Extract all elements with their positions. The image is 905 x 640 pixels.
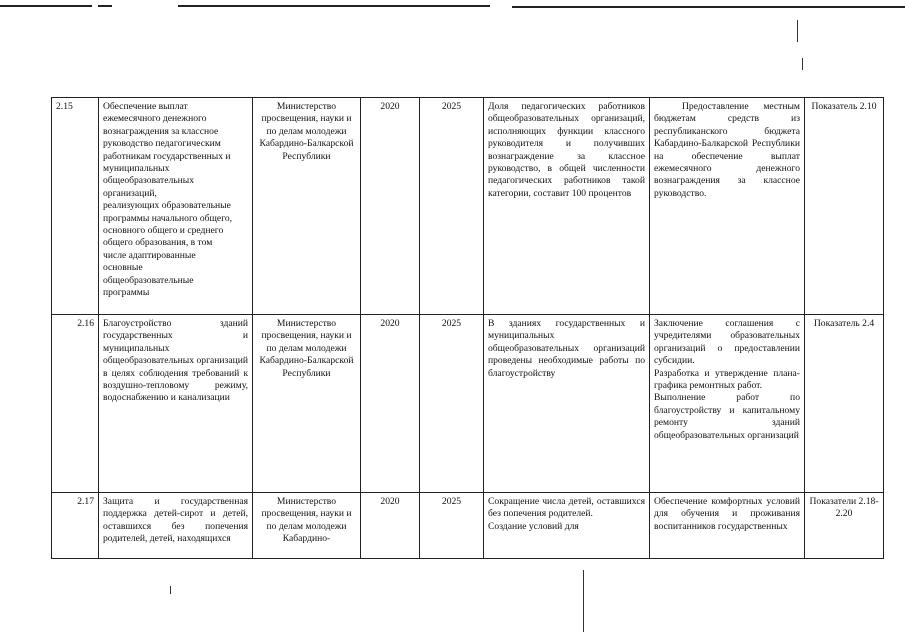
measures-table: [51, 97, 884, 559]
indicator-cell: Показатель 2.4: [805, 315, 884, 493]
event-line: Обеспечение выплат: [103, 101, 188, 112]
event-line: ежемесячного денежного: [103, 113, 207, 125]
event-line: работникам государственных и: [103, 150, 231, 162]
indicator-cell: Показатели 2.18-2.20: [805, 493, 884, 559]
end-year: 2025: [420, 315, 484, 493]
header-rule-center: [178, 5, 490, 7]
event-line: общеобразовательных организаций,: [103, 175, 194, 199]
event-cell: [99, 98, 253, 315]
end-year: 2025: [420, 493, 484, 559]
mechanism-paragraph: Заключение соглашения с учредителями образовательных организаций о предоставлении субсидии.: [654, 318, 800, 367]
header-rule-right: [512, 6, 905, 8]
event-line: общеобразовательные: [103, 274, 194, 286]
table-row: [52, 98, 884, 315]
end-year: 2025: [420, 98, 484, 315]
event-line: программы начального общего,: [103, 212, 233, 224]
event-cell: Благоустройство зданий государственных и муниципальных общеобразовательных организаций в целях соблюдения требований к воздушно-тепловому режиму, водоснабжению и канализации: [99, 315, 253, 493]
scan-mark: [797, 20, 798, 42]
event-line: основные: [103, 262, 143, 274]
indicator-cell: Показатель 2.10: [805, 98, 884, 315]
row-number: 2.16: [52, 315, 99, 493]
table-row: [52, 493, 884, 559]
start-year: 2020: [361, 98, 420, 315]
table-row: [52, 315, 884, 493]
executor-cell: Министерство просвещения, науки и по делам молодежи Кабардино-: [253, 493, 361, 559]
event-line: реализующих образовательные: [103, 200, 231, 212]
start-year: 2020: [361, 493, 420, 559]
mechanism-cell: Обеспечение комфортных условий для обучения и проживания воспитанников государственных: [650, 493, 805, 559]
row-number: 2.17: [52, 493, 99, 559]
scan-mark: [802, 58, 803, 70]
event-line: общего образования, в том: [103, 237, 213, 249]
start-year: 2020: [361, 315, 420, 493]
scan-mark: [170, 586, 171, 594]
event-line: руководство педагогическим: [103, 138, 221, 150]
row-number: 2.15: [52, 98, 99, 315]
result-paragraph: Создание условий для: [488, 520, 579, 532]
event-line: основного общего и среднего: [103, 225, 224, 237]
executor-cell: Министерство просвещения, науки и по делам молодежи Кабардино-Балкарской Республики: [253, 98, 361, 315]
executor-cell: Министерство просвещения, науки и по делам молодежи Кабардино-Балкарской Республики: [253, 315, 361, 493]
scan-mark: [583, 570, 584, 632]
event-line: программы: [103, 287, 150, 299]
event-line: числе адаптированные: [103, 249, 196, 261]
mechanism-paragraph: Разработка и утверждение плана-графика ремонтных работ.: [654, 367, 800, 392]
result-cell: [484, 493, 650, 559]
mechanism-paragraph: Выполнение работ по благоустройству и капитальному ремонту зданий общеобразовательных организаций: [654, 392, 800, 441]
result-cell: В зданиях государственных и муниципальных общеобразовательных организаций проведены необходимые работы по благоустройству: [484, 315, 650, 493]
event-line: вознаграждения за классное: [103, 125, 219, 137]
event-line: муниципальных: [103, 163, 170, 175]
header-rule-left: [0, 5, 92, 7]
mechanism-cell: Предоставление местным бюджетам средств из республиканского бюджета Кабардино-Балкарской Республики на обеспечение выплат ежемесячного денежного вознаграждения за классное руководство.: [650, 98, 805, 315]
header-rule-short: [98, 5, 112, 7]
result-cell: Доля педагогических работников общеобразовательных организаций, исполняющих функции классного руководителя и получивших вознаграждение за классное руководство, в общей численности педагогических работников такой категории, составит 100 процентов: [484, 98, 650, 315]
event-cell: Защита и государственная поддержка детей-сирот и детей, оставшихся без попечения родителей, детей, находящихся: [99, 493, 253, 559]
mechanism-cell: [650, 315, 805, 493]
result-paragraph: Сокращение числа детей, оставшихся без попечения родителей.: [488, 496, 645, 520]
